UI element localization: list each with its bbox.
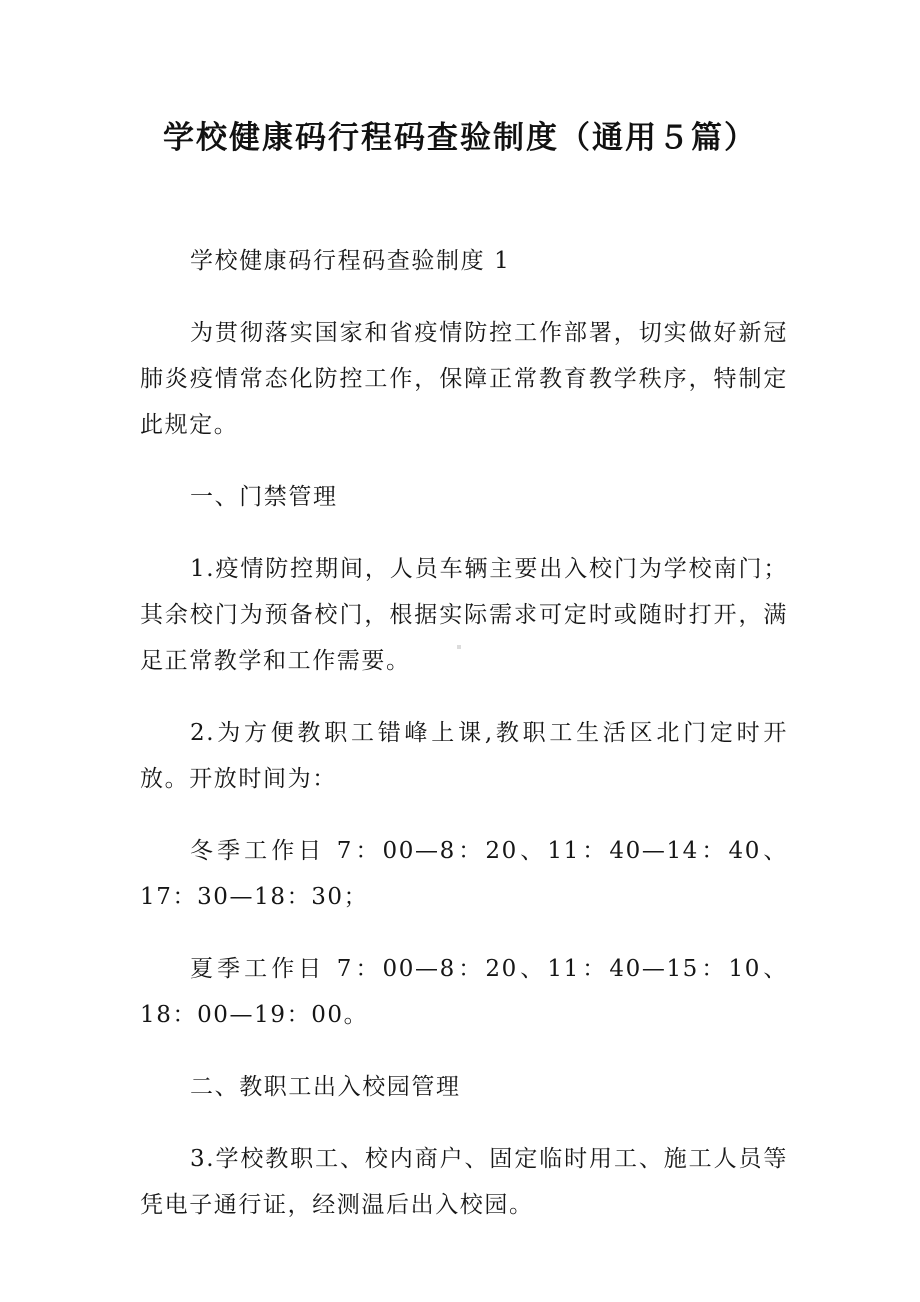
part2-heading: 二、教职工出入校园管理: [190, 1074, 461, 1100]
part1-heading: 一、门禁管理: [190, 484, 338, 510]
intro-paragraph: 为贯彻落实国家和省疫情防控工作部署，切实做好新冠肺炎疫情常态化防控工作，保障正常教育教学秩序，特制定此规定。: [140, 320, 788, 438]
section-title: 学校健康码行程码查验制度 1: [190, 248, 511, 274]
document-body: [140, 238, 788, 1254]
winter-schedule: 冬季工作日 7：00—8：20、11：40—14：40、17：30—18：30；: [140, 838, 788, 910]
item2-paragraph: 2.为方便教职工错峰上课,教职工生活区北门定时开放。开放时间为：: [140, 720, 788, 792]
scan-dot: [457, 645, 461, 649]
item1-paragraph: 1.疫情防控期间，人员车辆主要出入校门为学校南门；其余校门为预备校门，根据实际需求可定时或随时打开，满足正常教学和工作需要。: [140, 556, 788, 674]
summer-schedule: 夏季工作日 7：00—8：20、11：40—15：10、18：00—19：00。: [140, 956, 788, 1028]
item3-paragraph: 3.学校教职工、校内商户、固定临时用工、施工人员等凭电子通行证，经测温后出入校园。: [140, 1146, 788, 1218]
document-title: 学校健康码行程码查验制度（通用５篇）: [163, 120, 757, 156]
